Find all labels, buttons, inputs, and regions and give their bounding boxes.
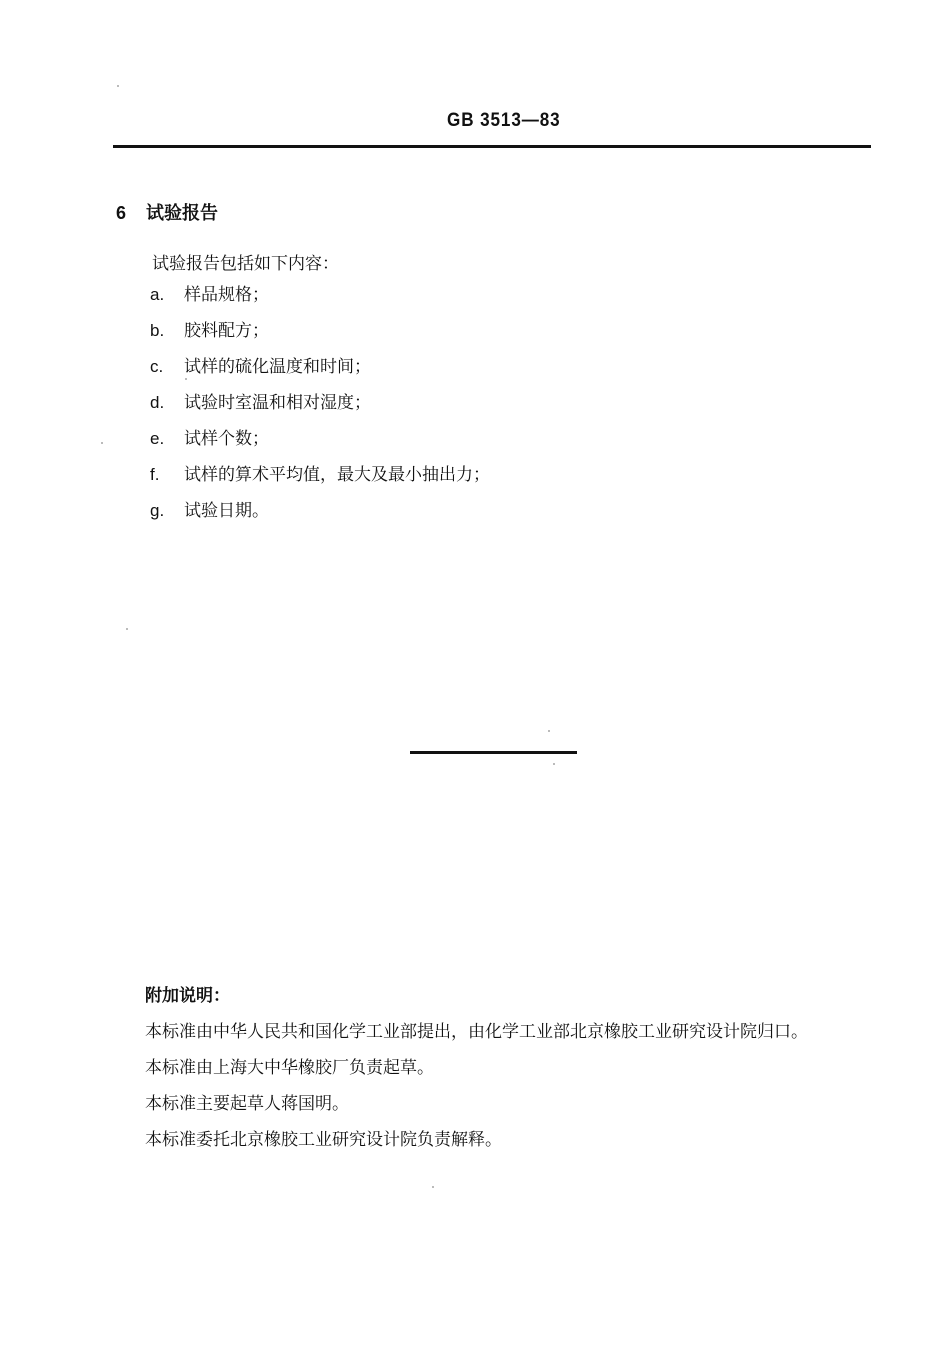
note-line: 本标准由中华人民共和国化学工业部提出，由化学工业部北京橡胶工业研究设计院归口。 bbox=[145, 1022, 808, 1042]
item-label: d. bbox=[150, 393, 165, 412]
item-label: c. bbox=[150, 357, 164, 376]
section-number: 6 bbox=[116, 203, 127, 223]
report-item-list bbox=[150, 283, 490, 535]
scan-speck bbox=[432, 1186, 434, 1188]
scan-speck bbox=[185, 378, 187, 380]
list-item bbox=[150, 283, 490, 319]
note-line: 本标准主要起草人蒋国明。 bbox=[145, 1094, 349, 1114]
header-rule bbox=[113, 145, 871, 148]
list-item bbox=[150, 427, 490, 463]
scan-speck bbox=[553, 763, 555, 765]
item-label: e. bbox=[150, 429, 165, 448]
notes-title: 附加说明： bbox=[145, 986, 230, 1006]
list-item bbox=[150, 319, 490, 355]
section-intro: 试验报告包括如下内容： bbox=[152, 254, 339, 274]
section-heading bbox=[116, 199, 218, 225]
additional-notes bbox=[145, 984, 808, 1164]
scan-speck bbox=[548, 730, 550, 732]
item-label: a. bbox=[150, 285, 165, 304]
item-text: 试验日期。 bbox=[184, 501, 269, 521]
scan-speck bbox=[126, 628, 128, 630]
item-text: 试验时室温和相对湿度； bbox=[184, 393, 371, 413]
list-item bbox=[150, 463, 490, 499]
list-item bbox=[150, 355, 490, 391]
item-label: f. bbox=[150, 465, 160, 484]
item-text: 样品规格； bbox=[184, 285, 269, 305]
page-header-code: GB 3513—83 bbox=[447, 110, 561, 131]
item-label: g. bbox=[150, 501, 165, 520]
scan-speck bbox=[101, 442, 103, 444]
list-item bbox=[150, 391, 490, 427]
note-line: 本标准由上海大中华橡胶厂负责起草。 bbox=[145, 1058, 434, 1078]
note-line: 本标准委托北京橡胶工业研究设计院负责解释。 bbox=[145, 1130, 502, 1150]
item-text: 试样的算术平均值，最大及最小抽出力； bbox=[184, 465, 490, 485]
item-text: 试样个数； bbox=[184, 429, 269, 449]
scan-speck bbox=[117, 85, 119, 87]
end-rule bbox=[410, 751, 577, 754]
item-text: 试样的硫化温度和时间； bbox=[184, 357, 371, 377]
section-title: 试验报告 bbox=[146, 203, 218, 224]
list-item bbox=[150, 499, 490, 535]
item-label: b. bbox=[150, 321, 165, 340]
item-text: 胶料配方； bbox=[184, 321, 269, 341]
